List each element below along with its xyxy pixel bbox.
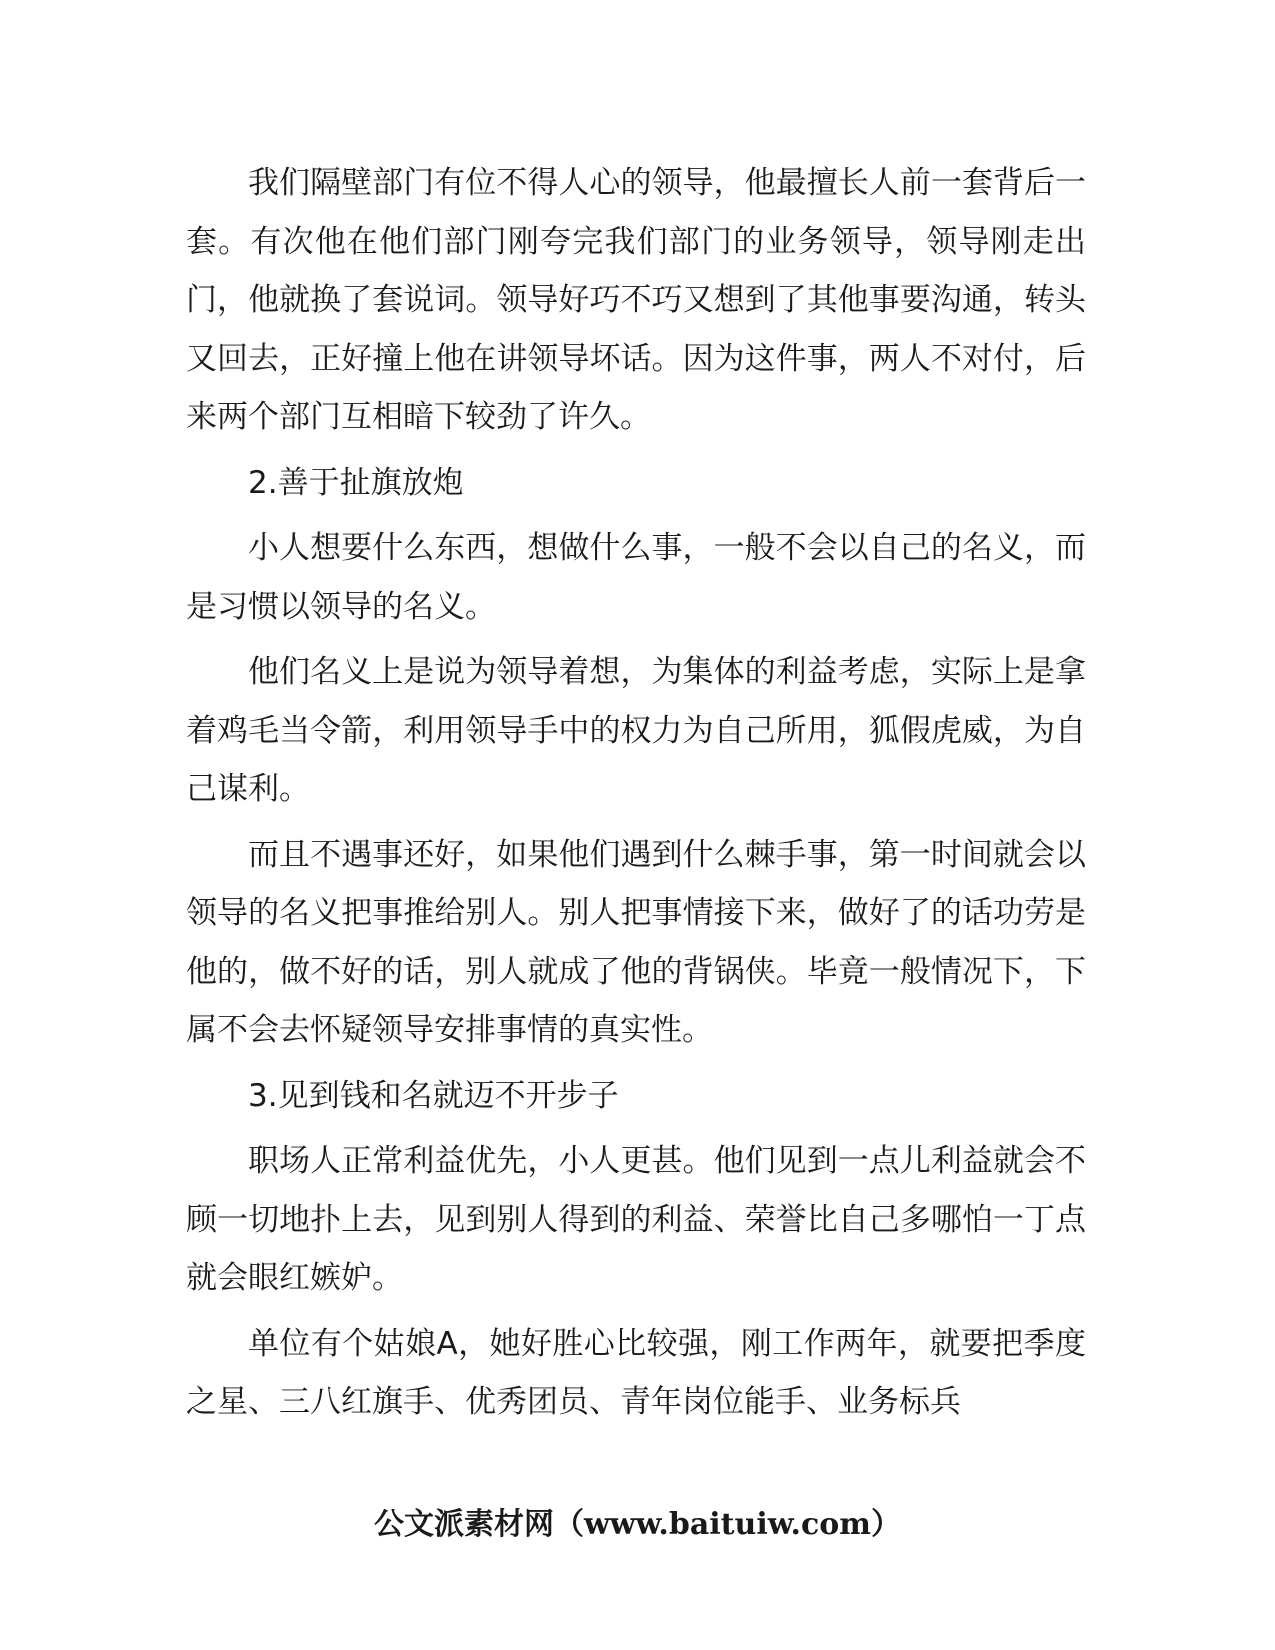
paragraph: 而且不遇事还好，如果他们遇到什么棘手事，第一时间就会以领导的名义把事推给别人。别人把事情接下来，做好了的话功劳是他的，做不好的话，别人就成了他的背锅侠。毕竟一般情况下，下属不会去怀疑领导安排事情的真实性。 xyxy=(186,836,1086,1048)
paragraph: 他们名义上是说为领导着想，为集体的利益考虑，实际上是拿着鸡毛当令箭，利用领导手中的权力为自己所用，狐假虎威，为自己谋利。 xyxy=(186,654,1086,807)
document-body xyxy=(186,154,1086,1439)
section-heading-3: 3.见到钱和名就迈不开步子 xyxy=(248,1077,619,1114)
paragraph-anecdote: 我们隔壁部门有位不得人心的领导，他最擅长人前一套背后一套。有次他在他们部门刚夸完我们部门的业务领导，领导刚走出门，他就换了套说词。领导好巧不巧又想到了其他事要沟通，转头又回去，正好撞上他在讲领导坏话。因为这件事，两人不对付，后来两个部门互相暗下较劲了许久。 xyxy=(186,165,1086,435)
section-heading-2: 2.善于扯旗放炮 xyxy=(248,464,464,501)
page-footer: 公文派素材网（www.baituiw.com） xyxy=(373,1507,902,1542)
paragraph: 职场人正常利益优先，小人更甚。他们见到一点儿利益就会不顾一切地扑上去，见到别人得到的利益、荣誉比自己多哪怕一丁点就会眼红嫉妒。 xyxy=(186,1143,1086,1296)
paragraph: 单位有个姑娘A，她好胜心比较强，刚工作两年，就要把季度之星、三八红旗手、优秀团员、青年岗位能手、业务标兵 xyxy=(186,1325,1086,1420)
paragraph: 小人想要什么东西，想做什么事，一般不会以自己的名义，而是习惯以领导的名义。 xyxy=(186,530,1086,625)
